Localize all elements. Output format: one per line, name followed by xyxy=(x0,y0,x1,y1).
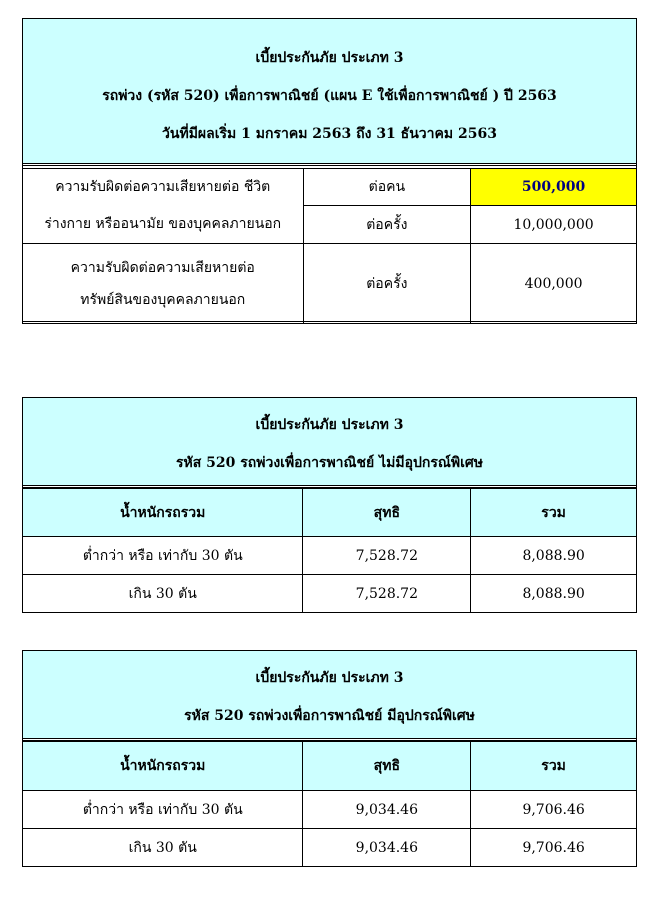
table-1-effective-date: วันที่มีผลเริ่ม 1 มกราคม 2563 ถึง 31 ธันวาคม 2563 xyxy=(162,126,497,142)
table-2-header xyxy=(23,398,636,486)
table-3-header xyxy=(23,651,636,739)
column-header-total: รวม xyxy=(471,489,637,537)
amount-cell-highlighted: 500,000 xyxy=(471,169,637,206)
table-3-subtitle: รหัส 520 รถพ่วงเพื่อการพาณิชย์ มีอุปกรณ์พิเศษ xyxy=(184,708,475,724)
property-damage-label: ความรับผิดต่อความเสียหายต่อ ทรัพย์สินของบุคคลภายนอก xyxy=(23,244,304,324)
premium-table-3 xyxy=(22,650,637,867)
column-header-weight: น้ำหนักรถรวม xyxy=(23,489,303,537)
weight-cell: ต่ำกว่า หรือ เท่ากับ 30 ตัน xyxy=(23,537,303,575)
amount-cell: 10,000,000 xyxy=(471,206,637,244)
table-row xyxy=(23,791,637,829)
column-header-net: สุทธิ xyxy=(303,489,471,537)
total-cell: 8,088.90 xyxy=(471,575,637,613)
table-2-subtitle: รหัส 520 รถพ่วงเพื่อการพาณิชย์ ไม่มีอุปกรณ์พิเศษ xyxy=(175,455,484,471)
unit-cell: ต่อครั้ง xyxy=(303,244,471,324)
unit-cell: ต่อคน xyxy=(303,169,471,206)
weight-cell: ต่ำกว่า หรือ เท่ากับ 30 ตัน xyxy=(23,791,303,829)
premium-table-1 xyxy=(22,18,637,322)
total-cell: 9,706.46 xyxy=(471,791,637,829)
column-header-weight: น้ำหนักรถรวม xyxy=(23,742,303,791)
amount-cell: 400,000 xyxy=(471,244,637,324)
table-3-title: เบี้ยประกันภัย ประเภท 3 xyxy=(255,670,404,686)
weight-cell: เกิน 30 ตัน xyxy=(23,829,303,867)
table-row xyxy=(23,575,637,613)
premium-table-2 xyxy=(22,397,637,613)
bodily-injury-label: ความรับผิดต่อความเสียหายต่อ ชีวิต ร่างกาย หรืออนามัย ของบุคคลภายนอก xyxy=(23,169,304,244)
net-cell: 7,528.72 xyxy=(303,575,471,613)
net-cell: 7,528.72 xyxy=(303,537,471,575)
table-1-title: เบี้ยประกันภัย ประเภท 3 xyxy=(255,50,404,66)
total-cell: 9,706.46 xyxy=(471,829,637,867)
unit-cell: ต่อครั้ง xyxy=(303,206,471,244)
total-cell: 8,088.90 xyxy=(471,537,637,575)
table-2-title: เบี้ยประกันภัย ประเภท 3 xyxy=(255,417,404,433)
column-header-net: สุทธิ xyxy=(303,742,471,791)
header-divider xyxy=(23,163,636,166)
table-row xyxy=(23,537,637,575)
rates-table-2 xyxy=(22,488,637,613)
net-cell: 9,034.46 xyxy=(303,791,471,829)
table-1-header xyxy=(23,19,636,163)
weight-cell: เกิน 30 ตัน xyxy=(23,575,303,613)
table-row xyxy=(23,829,637,867)
column-header-total: รวม xyxy=(471,742,637,791)
table-1-subtitle: รถพ่วง (รหัส 520) เพื่อการพาณิชย์ (แผน E ใช้เพื่อการพาณิชย์ ) ปี 2563 xyxy=(102,88,557,104)
net-cell: 9,034.46 xyxy=(303,829,471,867)
liability-table xyxy=(22,168,637,324)
rates-table-3 xyxy=(22,741,637,867)
